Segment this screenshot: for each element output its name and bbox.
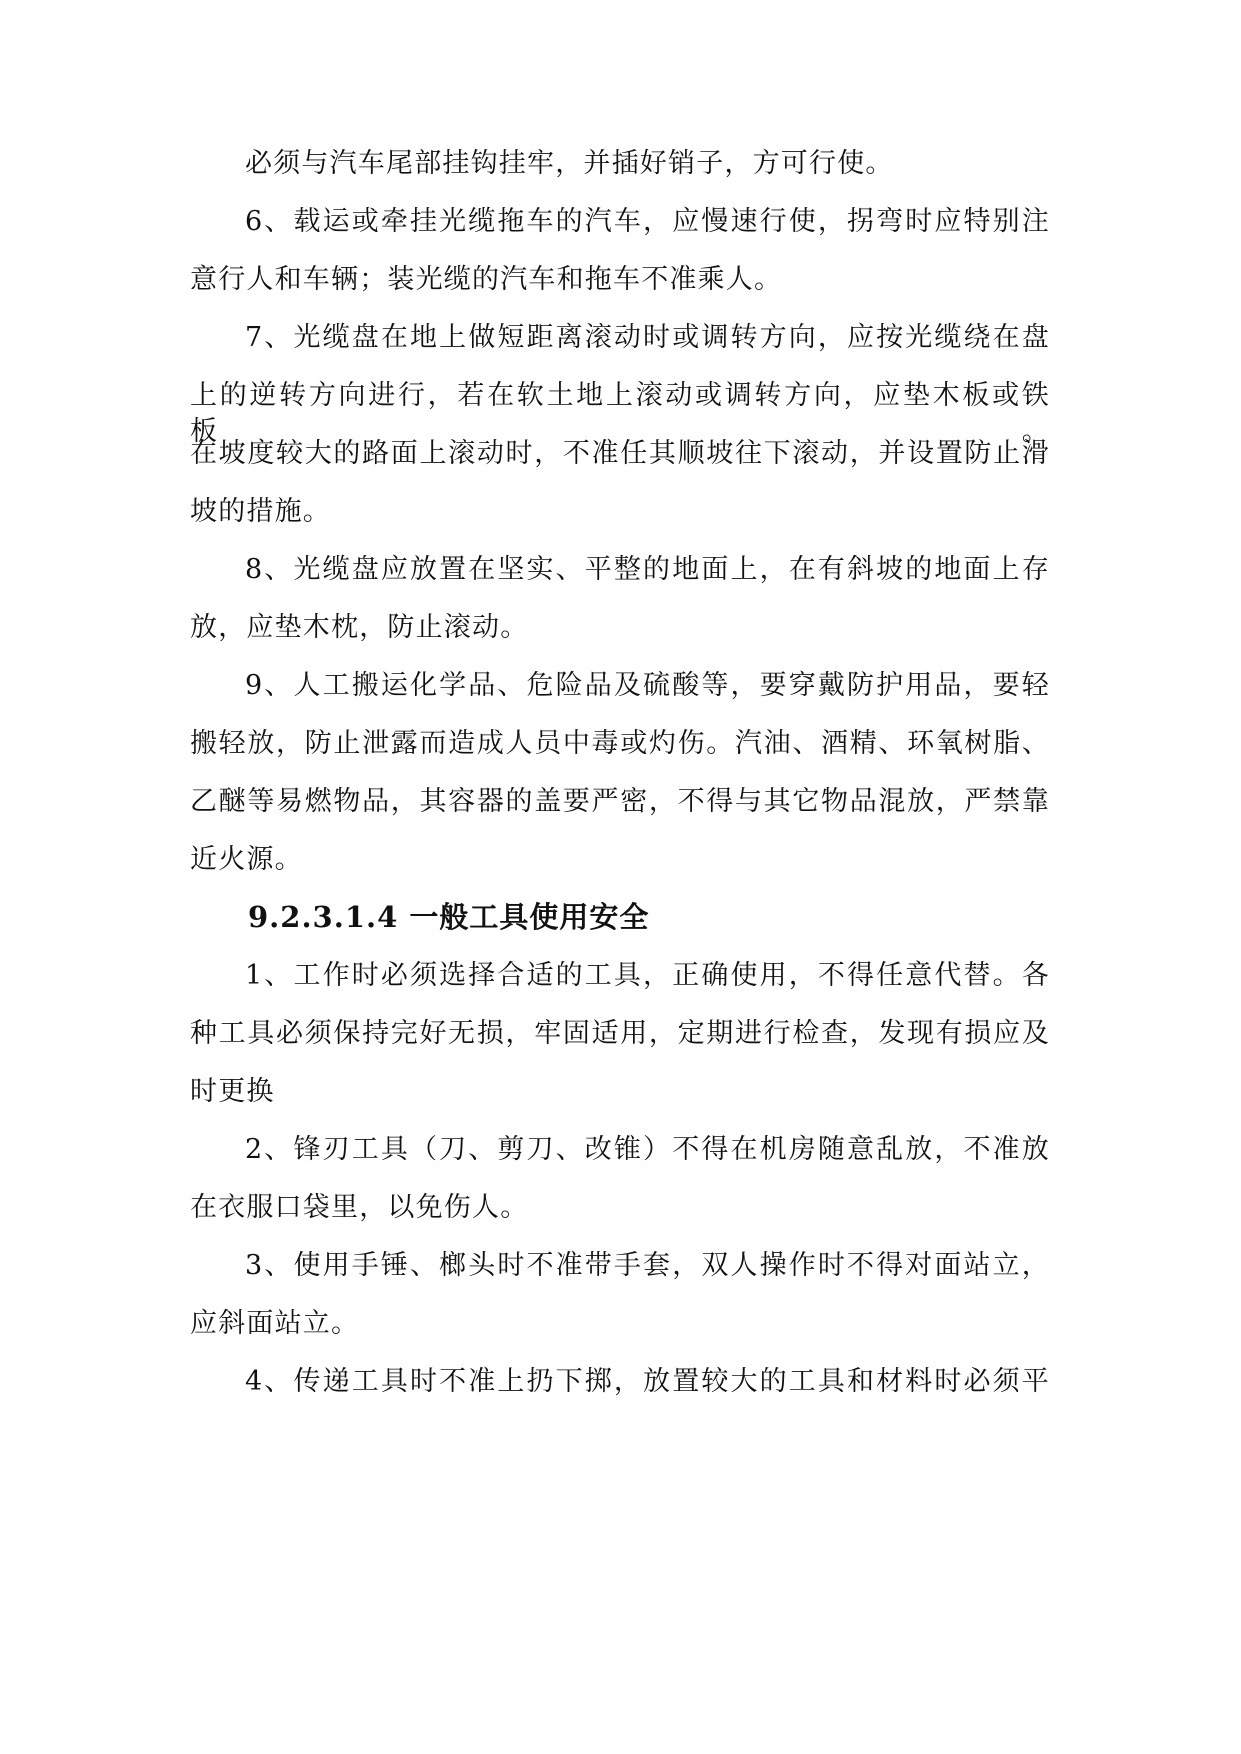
text-line: 1、工作时必须选择合适的工具，正确使用，不得任意代替。各 — [245, 960, 1050, 991]
text-line: 必须与汽车尾部挂钩挂牢，并插好销子，方可行使。 — [245, 148, 894, 179]
text-line: 近火源。 — [190, 844, 303, 875]
text-line: 在坡度较大的路面上滚动时，不准任其顺坡往下滚动，并设置防止滑 — [190, 438, 1050, 469]
text-line: 4、传递工具时不准上扔下掷，放置较大的工具和材料时必须平 — [245, 1366, 1050, 1397]
text-line: 搬轻放，防止泄露而造成人员中毒或灼伤。汽油、酒精、环氧树脂、 — [190, 728, 1050, 759]
text-line: 在衣服口袋里，以免伤人。 — [190, 1192, 529, 1223]
text-line: 8、光缆盘应放置在坚实、平整的地面上，在有斜坡的地面上存 — [245, 554, 1050, 585]
text-line: 2、锋刃工具（刀、剪刀、改锥）不得在机房随意乱放，不准放 — [245, 1134, 1050, 1165]
text-line: 意行人和车辆；装光缆的汽车和拖车不准乘人。 — [190, 264, 783, 295]
text-line: 7、光缆盘在地上做短距离滚动时或调转方向，应按光缆绕在盘 — [245, 322, 1050, 353]
text-line: 应斜面站立。 — [190, 1308, 360, 1339]
section-heading: 9.2.3.1.4 一般工具使用安全 — [248, 900, 650, 934]
text-line: 6、载运或牵挂光缆拖车的汽车，应慢速行使，拐弯时应特别注 — [245, 206, 1050, 237]
text-line: 坡的措施。 — [190, 496, 331, 527]
text-line: 上的逆转方向进行，若在软土地上滚动或调转方向，应垫木板或铁板。 — [190, 380, 1050, 447]
text-line: 种工具必须保持完好无损，牢固适用，定期进行检查，发现有损应及 — [190, 1018, 1050, 1049]
text-line: 3、使用手锤、榔头时不准带手套，双人操作时不得对面站立， — [245, 1250, 1050, 1281]
text-line: 放，应垫木枕，防止滚动。 — [190, 612, 529, 643]
text-line: 时更换 — [190, 1076, 275, 1107]
text-line: 9、人工搬运化学品、危险品及硫酸等，要穿戴防护用品，要轻 — [245, 670, 1050, 701]
text-line: 乙醚等易燃物品，其容器的盖要严密，不得与其它物品混放，严禁靠 — [190, 786, 1050, 817]
